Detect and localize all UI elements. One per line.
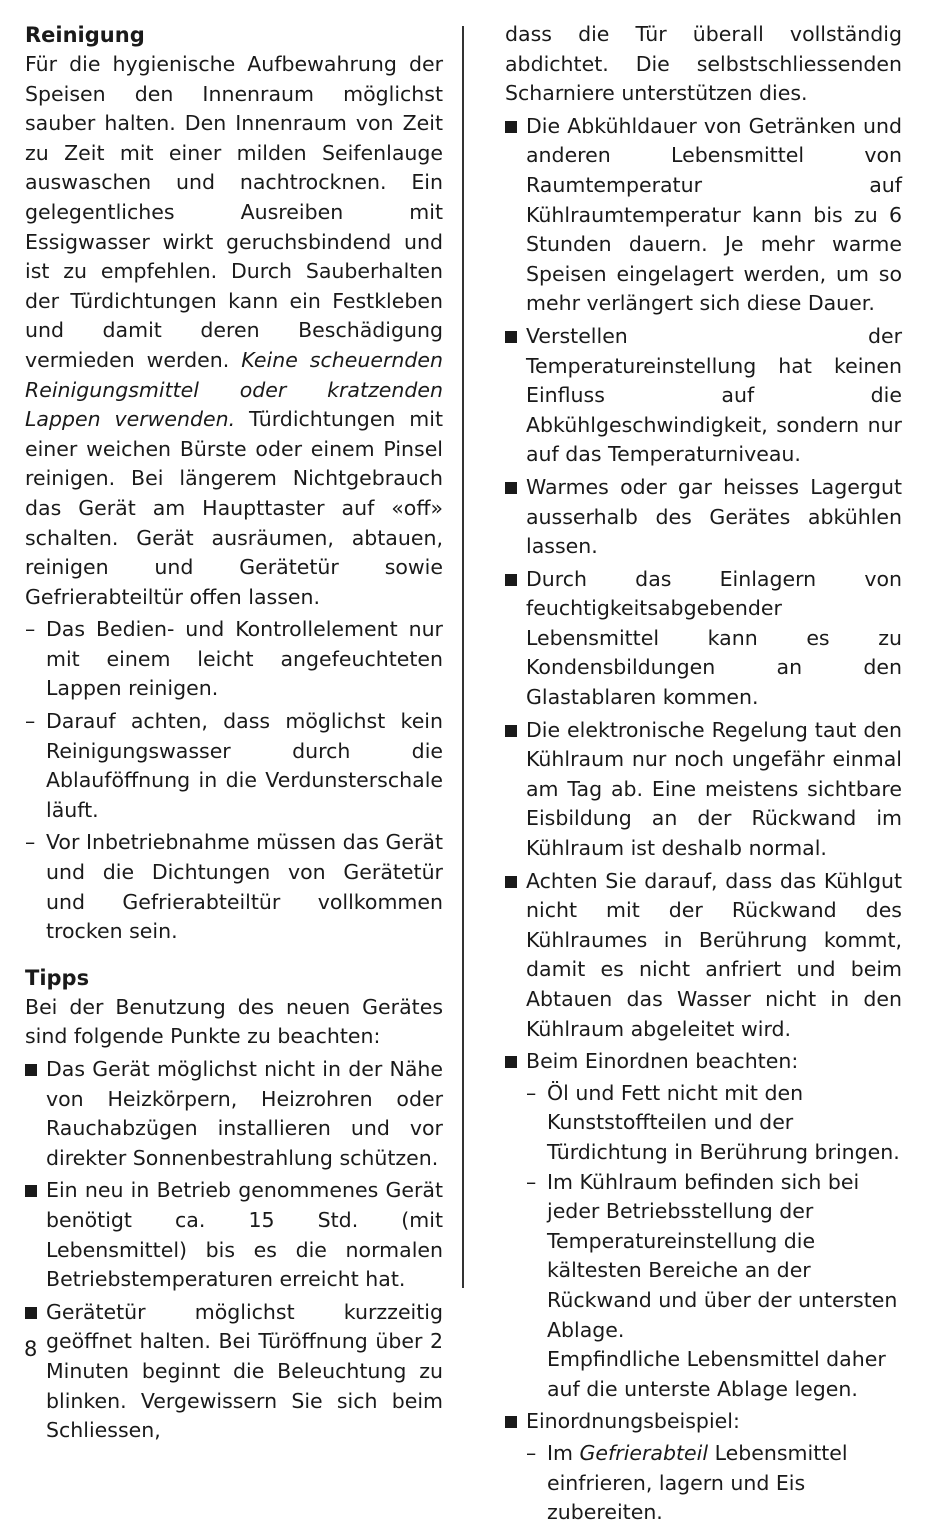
list-item: Verstellen der Temperatureinstellung hat keinen Einfluss auf die Abkühlgeschwindigkeit, sondern nur auf das Temperaturniveau.: [505, 322, 902, 470]
list-item: Gerätetür möglichst kurzzeitig geöffnet halten. Bei Türöffnung über 2 Minuten beginnt die Beleuchtung zu blinken. Vergewissern Sie sich beim Schliessen,: [25, 1298, 443, 1446]
right-column: [505, 20, 902, 1528]
sub-item-extra: Empfindliche Lebensmittel daher auf die unterste Ablage legen.: [547, 1347, 886, 1401]
tipps-list-right: [505, 112, 902, 1528]
einordnen-label: Beim Einordnen beachten:: [526, 1049, 799, 1074]
tipps-intro: Bei der Benutzung des neuen Gerätes sind folgende Punkte zu beachten:: [25, 994, 443, 1049]
section-heading-tipps: Tipps: [25, 965, 90, 990]
sub-list-item: – Öl und Fett nicht mit den Kunststoffteilen und der Türdichtung in Berührung bringen.: [526, 1079, 902, 1168]
beispiel-sublist: [526, 1439, 902, 1528]
einordnen-sublist: [526, 1079, 902, 1405]
list-item-einordnen: [505, 1047, 902, 1404]
reinigung-text-a: Für die hygienische Aufbewahrung der Speisen den Innenraum möglichst sauber halten. Den Innenraum von Zeit zu Zeit mit einer milden Seifenlauge auswaschen und nachtrocknen. Ein gelegentliches Ausreiben mit Essigwasser wirkt geruchsbindend und ist zu empfehlen. Durch Sauberhalten der Türdichtungen kann ein Festkleben und damit deren Beschädigung vermieden werden.: [25, 52, 443, 372]
list-item: Achten Sie darauf, dass das Kühlgut nicht mit der Rückwand des Kühlraumes in Berührung kommt, damit es nicht anfriert und beim Abtauen das Wasser nicht in den Kühlraum abgeleitet wird.: [505, 867, 902, 1045]
sub-list-item: [526, 1439, 902, 1528]
section-heading-reinigung: Reinigung: [25, 23, 145, 47]
reinigung-text-italic: Keine scheuernden Reinigungsmittel oder kratzenden Lappen verwenden.: [25, 347, 444, 432]
list-item: Die Abkühldauer von Getränken und anderen Lebensmittel von Raumtemperatur auf Kühlraumtemperatur kann bis zu 6 Stunden dauern. Je mehr warme Speisen eingelagert werden, um so mehr verlängert sich diese Dauer.: [505, 112, 902, 319]
list-item: – Das Bedien- und Kontrollelement nur mit einem leicht angefeuchteten Lappen reinigen.: [25, 615, 443, 704]
beispiel-prefix: Im: [547, 1440, 580, 1465]
list-item: Durch das Einlagern von feuchtigkeitsabgebender Lebensmittel kann es zu Kondensbildungen an den Glastablaren kommen.: [505, 565, 902, 713]
reinigung-list: [25, 615, 443, 947]
list-item: – Darauf achten, dass möglichst kein Reinigungswasser durch die Ablauföffnung in die Verdunsterschale läuft.: [25, 707, 443, 825]
sub-list-item: [526, 1168, 902, 1405]
beispiel-label: Einordnungsbeispiel:: [526, 1409, 740, 1434]
beispiel-italic: Gefrierabteil: [579, 1440, 709, 1465]
list-item: Das Gerät möglichst nicht in der Nähe von Heizkörpern, Heizrohren oder Rauchabzügen installieren und vor direkter Sonnenbestrahlung schützen.: [25, 1055, 443, 1173]
column-divider: [462, 26, 464, 1288]
list-item: Die elektronische Regelung taut den Kühlraum nur noch ungefähr einmal am Tag ab. Eine meistens sichtbare Eisbildung an der Rückwand im Kühlraum ist deshalb normal.: [505, 716, 902, 864]
sub-item-text: Im Kühlraum befinden sich bei jeder Betriebsstellung der Temperatureinstellung die kältesten Bereiche an der Rückwand und über der untersten Ablage.: [547, 1169, 898, 1342]
continued-text: dass die Tür überall vollständig abdichtet. Die selbstschliessenden Scharniere unterstützen dies.: [505, 22, 902, 106]
beispiel-suffix: Lebensmittel einfrieren, lagern und Eis zubereiten.: [547, 1440, 848, 1525]
page-number: 8: [24, 1337, 38, 1361]
reinigung-paragraph: [25, 50, 443, 612]
left-column: [25, 20, 443, 1446]
list-item-beispiel: [505, 1407, 902, 1527]
reinigung-text-b: Türdichtungen mit einer weichen Bürste oder einem Pinsel reinigen. Bei längerem Nichtgebrauch das Gerät am Haupttaster auf «off» schalten. Gerät ausräumen, abtauen, reinigen und Gerätetür sowie Gefrierabteiltür offen lassen.: [25, 407, 443, 609]
tipps-list-left: [25, 1055, 443, 1446]
list-item: Warmes oder gar heisses Lagergut ausserhalb des Gerätes abkühlen lassen.: [505, 473, 902, 562]
list-item: – Vor Inbetriebnahme müssen das Gerät und die Dichtungen von Gerätetür und Gefrierabteiltür vollkommen trocken sein.: [25, 828, 443, 946]
list-item: Ein neu in Betrieb genommenes Gerät benötigt ca. 15 Std. (mit Lebensmittel) bis es die normalen Betriebstemperaturen erreicht hat.: [25, 1176, 443, 1294]
